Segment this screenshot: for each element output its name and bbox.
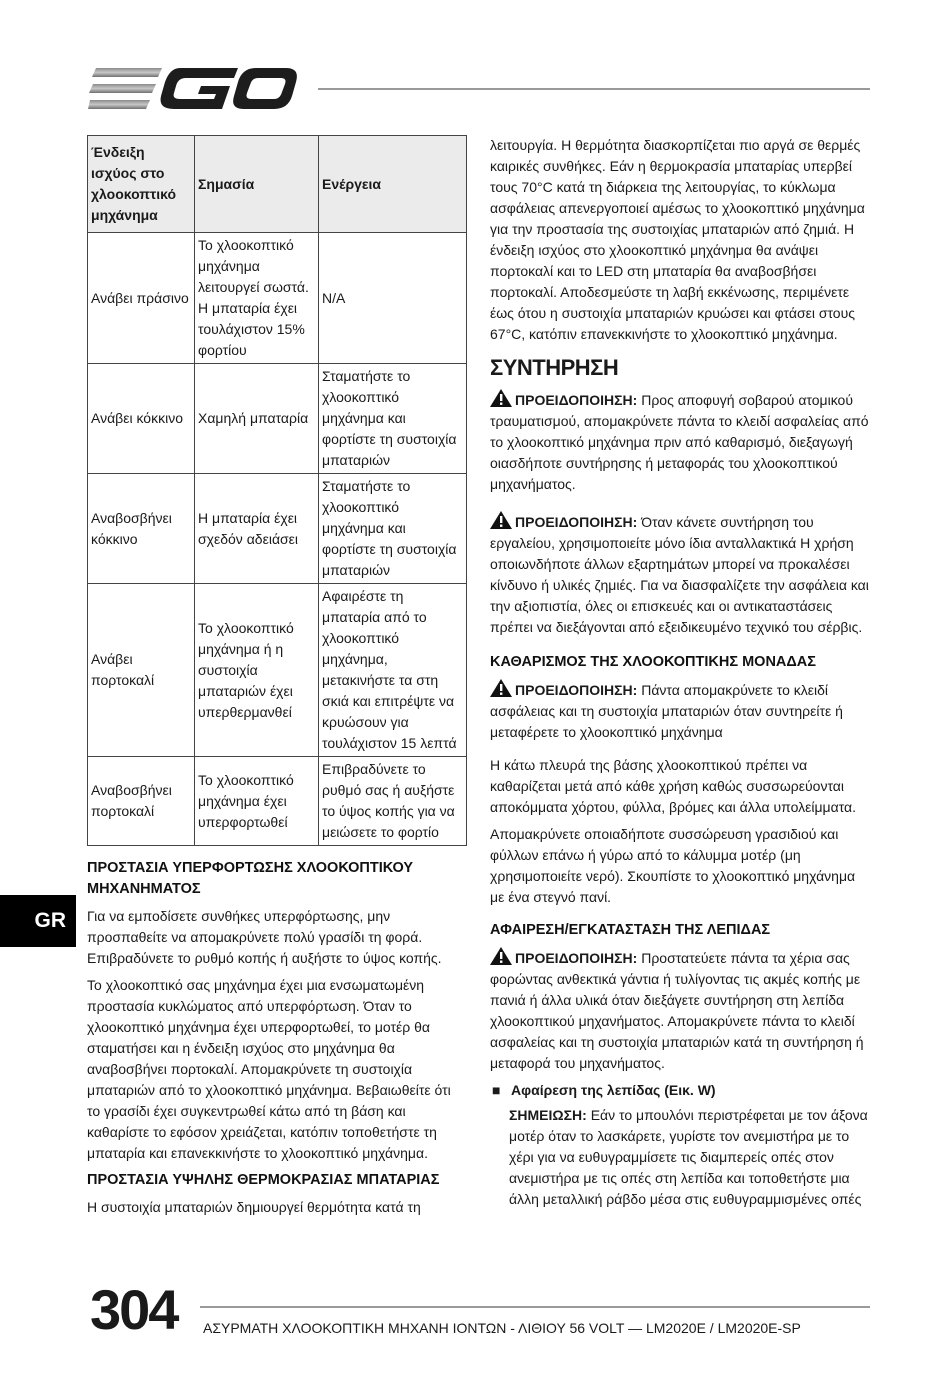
battery-temp-heading: ΠΡΟΣΤΑΣΙΑ ΥΨΗΛΗΣ ΘΕΡΜΟΚΡΑΣΙΑΣ ΜΠΑΤΑΡΙΑΣ — [87, 1172, 440, 1188]
bullet-text: Αφαίρεση της λεπίδας (Εικ. W) — [511, 1082, 716, 1098]
table-row — [88, 233, 467, 364]
warning-2 — [490, 511, 872, 638]
warning-1 — [490, 389, 872, 495]
ego-logo — [88, 66, 298, 112]
table-header-action: Ενέργεια — [319, 136, 467, 233]
table-cell: Αναβοσβήνει πορτοκαλί — [88, 757, 195, 846]
table-cell: Ανάβει πορτοκαλί — [88, 584, 195, 757]
note-label: ΣΗΜΕΙΩΣΗ: — [509, 1107, 587, 1123]
header-rule — [318, 88, 870, 90]
cleaning-paragraph-1: Η κάτω πλευρά της βάσης χλοοκοπτικού πρέπει να καθαρίζεται μετά από κάθε χρήση καθώς συσσωρεύονται αποκόμματα χόρτου, φύλλα, βρόμες και άλλα υπολείμματα. — [490, 757, 857, 815]
overload-heading: ΠΡΟΣΤΑΣΙΑ ΥΠΕΡΦΟΡΤΩΣΗΣ ΧΛΟΟΚΟΠΤΙΚΟΥ ΜΗΧΑΝΗΜΑΤΟΣ — [87, 860, 414, 897]
bullet-square-icon: ■ — [492, 1082, 501, 1098]
warning-label: ΠΡΟΕΙΔΟΠΟΙΗΣΗ: — [515, 682, 638, 698]
table-header-row — [88, 136, 467, 233]
table-cell: Το χλοοκοπτικό μηχάνημα έχει υπερφορτωθεί — [195, 757, 319, 846]
table-cell: Σταματήστε το χλοοκοπτικό μηχάνημα και φορτίστε τη συστοιχία μπαταριών — [319, 364, 467, 474]
table-row — [88, 584, 467, 757]
table-cell: N/A — [319, 233, 467, 364]
overload-paragraph-2: Το χλοοκοπτικό σας μηχάνημα έχει μια ενσωματωμένη προστασία κυκλώματος από υπερφόρτωση. Όταν το χλοοκοπτικό μηχάνημα έχει υπερφορτωθεί, το μοτέρ θα σταματήσει και η ένδειξη ισχύος στο μηχάνημα θα αναβοσβήνει πορτοκαλί. Απομακρύνετε τη συστοιχία μπαταριών από το χλοοκοπτικό μηχάνημα. Βεβαιωθείτε ότι το γρασίδι έχει συγκεντρωθεί κάτω από τη βάση και καθαρίστε το εφόσον χρειάζεται, κατόπιν τοποθετήστε τη μπαταρία και επανεκκινήστε το χλοοκοπτικό μηχάνημα. — [87, 977, 451, 1161]
table-cell: Χαμηλή μπαταρία — [195, 364, 319, 474]
table-cell: Το χλοοκοπτικό μηχάνημα λειτουργεί σωστά. Η μπαταρία έχει τουλάχιστον 15% φορτίου — [195, 233, 319, 364]
power-indicator-table — [87, 135, 467, 846]
warning-3 — [490, 679, 872, 743]
table-cell: Αφαιρέστε τη μπαταρία από το χλοοκοπτικό μηχάνημα, μετακινήστε τα στη σκιά και επιτρέψτε να κρυώσουν για τουλάχιστον 15 λεπτά — [319, 584, 467, 757]
battery-temp-paragraph: Η συστοιχία μπαταριών δημιουργεί θερμότητα κατά τη — [87, 1199, 421, 1215]
warning-text: Όταν κάνετε συντήρηση του εργαλείου, χρησιμοποιείτε μόνο ίδια ανταλλακτικά Η χρήση οποιωνδήποτε άλλων εξαρτημάτων μπορεί να προκαλέσει κίνδυνο ή υλικές ζημιές. Για να διασφαλίζετε την ασφάλεια και την αξιοπιστία, όλες οι επισκευές και οι αντικαταστάσεις πρέπει να διεξάγονται από εξειδικευμένο τεχνικό του σέρβις. — [490, 514, 869, 635]
footer-title: ΑΣΥΡΜΑΤΗ ΧΛΟΟΚΟΠΤΙΚΗ ΜΗΧΑΝΗ ΙΟΝΤΩΝ - ΛΙΘΙΟΥ 56 VOLT — LM2020E / LM2020E-SP — [203, 1320, 801, 1336]
table-cell: Αναβοσβήνει κόκκινο — [88, 474, 195, 584]
warning-triangle-icon — [490, 947, 512, 965]
note-text: Εάν το μπουλόνι περιστρέφεται με τον άξονα μοτέρ όταν το λασκάρετε, γυρίστε τον ανεμιστήρα με το χέρι για να ευθυγραμμίσετε τις διαμπερείς οπές στον ανεμιστήρα με τις οπές στη λεπίδα και τοποθετήστε μια άλλη μεταλλική ράβδο μέσα στις ευθυγραμμισμένες οπές — [509, 1107, 868, 1207]
warning-text: Πάντα απομακρύνετε το κλειδί ασφάλειας και τη συστοιχία μπαταριών όταν συντηρείτε ή μεταφέρετε το χλοοκοπτικό μηχάνημα — [490, 682, 843, 740]
table-cell: Ανάβει πράσινο — [88, 233, 195, 364]
battery-temp-continued: λειτουργία. Η θερμότητα διασκορπίζεται πιο αργά σε θερμές καιρικές συνθήκες. Εάν η θερμοκρασία μπαταρίας υπερβεί τους 70°C κατά τη διάρκεια της λειτουργίας, το κύκλωμα ασφάλειας απενεργοποιεί αμέσως το χλοοκοπτικό μηχάνημα για την προστασία της συστοιχίας μπαταριών από ζημιά. Η ένδειξη ισχύος στο χλοοκοπτικό μηχάνημα θα ανάψει πορτοκαλί και το LED στη μπαταρία θα αναβοσβήσει πορτοκαλί. Αποδεσμεύστε τη λαβή εκκένωσης, περιμένετε έως ότου η συστοιχία μπαταριών κρυώσει και φτάσει στους 67°C, κατόπιν επανεκκινήστε το χλοοκοπτικό μηχάνημα. — [490, 137, 865, 342]
warning-text: Προστατεύετε πάντα τα χέρια σας φορώντας ανθεκτικά γάντια ή τυλίγοντας τις ακμές κοπής με πανιά ή άλλα υλικά όταν διεξάγετε συντήρηση στη λεπίδα χλοοκοπτικού μηχανήματος. Απομακρύνετε πάντα το κλειδί ασφαλείας και τη συστοιχία μπαταριών κατά τη συντήρηση ή μεταφορά του μηχανήματος. — [490, 950, 864, 1071]
table-cell: Επιβραδύνετε το ρυθμό σας ή αυξήστε το ύψος κοπής για να μειώσετε το φορτίο — [319, 757, 467, 846]
table-cell: Σταματήστε το χλοοκοπτικό μηχάνημα και φορτίστε τη συστοιχία μπαταριών — [319, 474, 467, 584]
warning-triangle-icon — [490, 389, 512, 407]
table-row — [88, 757, 467, 846]
note-paragraph — [490, 1105, 872, 1210]
table-cell: Η μπαταρία έχει σχεδόν αδειάσει — [195, 474, 319, 584]
cleaning-heading: ΚΑΘΑΡΙΣΜΟΣ ΤΗΣ ΧΛΟΟΚΟΠΤΙΚΗΣ ΜΟΝΑΔΑΣ — [490, 654, 816, 670]
blade-removal-bullet — [490, 1080, 872, 1101]
warning-text: Προς αποφυγή σοβαρού ατομικού τραυματισμού, απομακρύνετε πάντα το κλειδί ασφαλείας από το χλοοκοπτικό μηχάνημα πριν από καθαρισμό, διεξαγωγή οιασδήποτε συντήρησης ή μεταφοράς του χλοοκοπτικού μηχανήματος. — [490, 392, 869, 492]
footer-rule — [200, 1306, 870, 1308]
page-number: 304 — [90, 1278, 178, 1341]
warning-triangle-icon — [490, 511, 512, 529]
left-column — [87, 135, 467, 1224]
table-cell: Ανάβει κόκκινο — [88, 364, 195, 474]
maintenance-title: ΣΥΝΤΗΡΗΣΗ — [490, 355, 619, 380]
right-column — [490, 135, 872, 1216]
warning-label: ΠΡΟΕΙΔΟΠΟΙΗΣΗ: — [515, 950, 638, 966]
cleaning-paragraph-2: Απομακρύνετε οποιαδήποτε συσσώρευση γρασιδιού και φύλλων επάνω ή γύρω από το κάλυμμα μοτέρ (μη χρησιμοποιείτε νερό). Σκουπίστε το χλοοκοπτικό μηχάνημα με ένα στεγνό πανί. — [490, 826, 856, 905]
warning-label: ΠΡΟΕΙΔΟΠΟΙΗΣΗ: — [515, 514, 638, 530]
warning-triangle-icon — [490, 679, 512, 697]
table-cell: Το χλοοκοπτικό μηχάνημα ή η συστοιχία μπαταριών έχει υπερθερμανθεί — [195, 584, 319, 757]
table-header-indicator: Ένδειξη ισχύος στο χλοοκοπτικό μηχάνημα — [88, 136, 195, 233]
warning-4 — [490, 947, 872, 1074]
table-row — [88, 474, 467, 584]
language-tab — [0, 895, 76, 947]
language-tab-label: GR — [34, 909, 66, 932]
table-header-meaning: Σημασία — [195, 136, 319, 233]
warning-label: ΠΡΟΕΙΔΟΠΟΙΗΣΗ: — [515, 392, 638, 408]
overload-paragraph-1: Για να εμποδίσετε συνθήκες υπερφόρτωσης, μην προσπαθείτε να απομακρύνετε πολύ γρασίδι τη φορά. Επιβραδύνετε το ρυθμό κοπής ή αυξήστε το ύψος κοπής. — [87, 908, 442, 966]
table-row — [88, 364, 467, 474]
blade-heading: ΑΦΑΙΡΕΣΗ/ΕΓΚΑΤΑΣΤΑΣΗ ΤΗΣ ΛΕΠΙΔΑΣ — [490, 922, 771, 938]
